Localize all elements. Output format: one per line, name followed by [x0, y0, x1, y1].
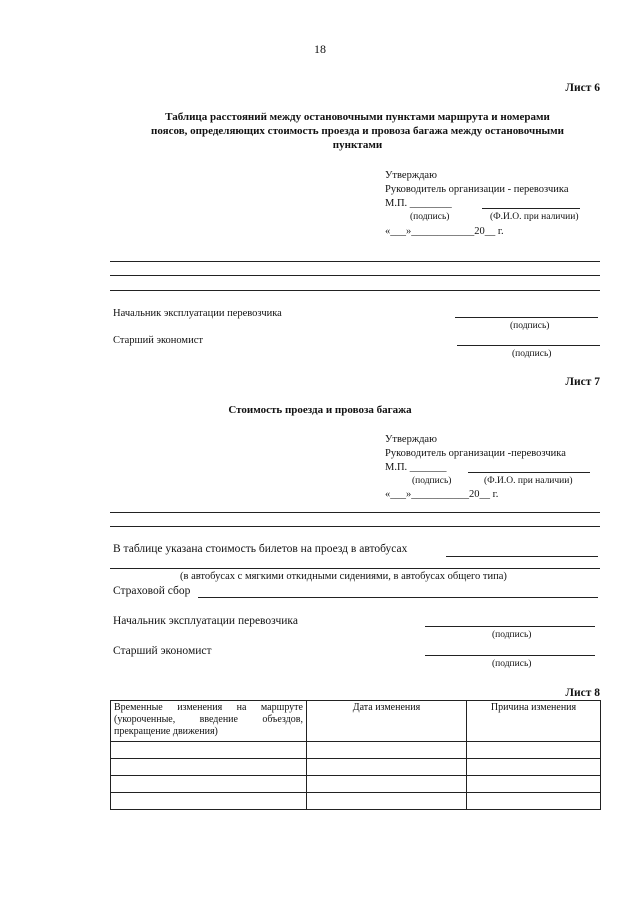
sheet6-title-line1: Таблица расстояний между остановочными пунктами маршрута и номерами — [165, 111, 550, 123]
sheet7-ops-chief: Начальник эксплуатации перевозчика — [113, 615, 298, 627]
sheet7-mp: М.П. _______ — [385, 462, 447, 473]
col-header-reason: Причина изменения — [467, 701, 601, 742]
sheet6-econ-sig-caption: (подпись) — [512, 349, 552, 359]
table-row — [111, 776, 601, 793]
sheet6-date: «___»____________20__ г. — [385, 226, 504, 237]
sheet6-ops-chief: Начальник эксплуатации перевозчика — [113, 308, 282, 319]
table-cell[interactable] — [111, 776, 307, 793]
col-header-changes: Временные изменения на маршруте (укороченные, введение объездов, прекращение движения) — [111, 701, 307, 742]
sheet8-label: Лист 8 — [565, 687, 600, 699]
table-row — [111, 742, 601, 759]
table-cell[interactable] — [467, 776, 601, 793]
sheet6-line-3 — [110, 290, 600, 291]
table-row — [111, 793, 601, 810]
sheet6-mp: М.П. ________ — [385, 198, 452, 209]
sheet7-approve: Утверждаю — [385, 434, 437, 445]
sheet6-fio-line — [482, 208, 580, 209]
sheet7-title: Стоимость проезда и провоза багажа — [228, 404, 412, 416]
sheet7-ops-sign-line — [425, 626, 595, 627]
sheet7-fio-line — [468, 472, 590, 473]
sheet6-title-line3: пунктами — [332, 139, 383, 151]
sheet6-fio-caption: (Ф.И.О. при наличии) — [490, 212, 579, 222]
sheet7-date: «___»___________20__ г. — [385, 489, 499, 500]
sheet7-ops-sig-caption: (подпись) — [492, 630, 532, 640]
table-cell[interactable] — [467, 759, 601, 776]
sheet6-approve: Утверждаю — [385, 170, 437, 181]
table-cell[interactable] — [111, 759, 307, 776]
table-cell[interactable] — [307, 793, 467, 810]
table-cell[interactable] — [307, 759, 467, 776]
table-cell[interactable] — [467, 793, 601, 810]
sheet7-econ-sig-caption: (подпись) — [492, 659, 532, 669]
sheet7-line-2 — [110, 526, 600, 527]
sheet7-econ-sign-line — [425, 655, 595, 656]
table-cell[interactable] — [307, 742, 467, 759]
sheet6-title — [100, 110, 615, 152]
sheet6-line-2 — [110, 275, 600, 276]
table-header-row — [111, 701, 601, 742]
sheet7-bus-note: (в автобусах с мягкими откидными сидениями, в автобусах общего типа) — [180, 571, 507, 582]
sheet6-sig-caption: (подпись) — [410, 212, 450, 222]
table-cell[interactable] — [307, 776, 467, 793]
sheet6-econ-sign-line — [457, 345, 600, 346]
sheet6-economist: Старший экономист — [113, 335, 203, 346]
page-number: 18 — [314, 42, 326, 56]
sheet6-ops-sig-caption: (подпись) — [510, 321, 550, 331]
sheet7-tickets: В таблице указана стоимость билетов на проезд в автобусах — [113, 543, 408, 555]
sheet7-economist: Старший экономист — [113, 645, 212, 657]
sheet7-line-3 — [110, 568, 600, 569]
sheet7-line-1 — [110, 512, 600, 513]
table-cell[interactable] — [111, 793, 307, 810]
sheet6-ops-sign-line — [455, 317, 598, 318]
table-cell[interactable] — [111, 742, 307, 759]
sheet6-line-1 — [110, 261, 600, 262]
sheet7-sig-caption: (подпись) — [412, 476, 452, 486]
table-cell[interactable] — [467, 742, 601, 759]
sheet7-fio-caption: (Ф.И.О. при наличии) — [484, 476, 573, 486]
sheet7-label: Лист 7 — [565, 376, 600, 388]
sheet6-title-line2: поясов, определяющих стоимость проезда и провоза багажа между остановочными — [151, 125, 564, 137]
sheet7-tickets-line — [446, 556, 598, 557]
sheet7-insurance-line — [198, 597, 598, 598]
sheet6-head: Руководитель организации - перевозчика — [385, 184, 569, 195]
sheet7-head: Руководитель организации -перевозчика — [385, 448, 566, 459]
sheet6-label: Лист 6 — [565, 82, 600, 94]
sheet7-insurance: Страховой сбор — [113, 585, 191, 597]
changes-table — [110, 700, 601, 810]
col-header-date: Дата изменения — [307, 701, 467, 742]
table-row — [111, 759, 601, 776]
